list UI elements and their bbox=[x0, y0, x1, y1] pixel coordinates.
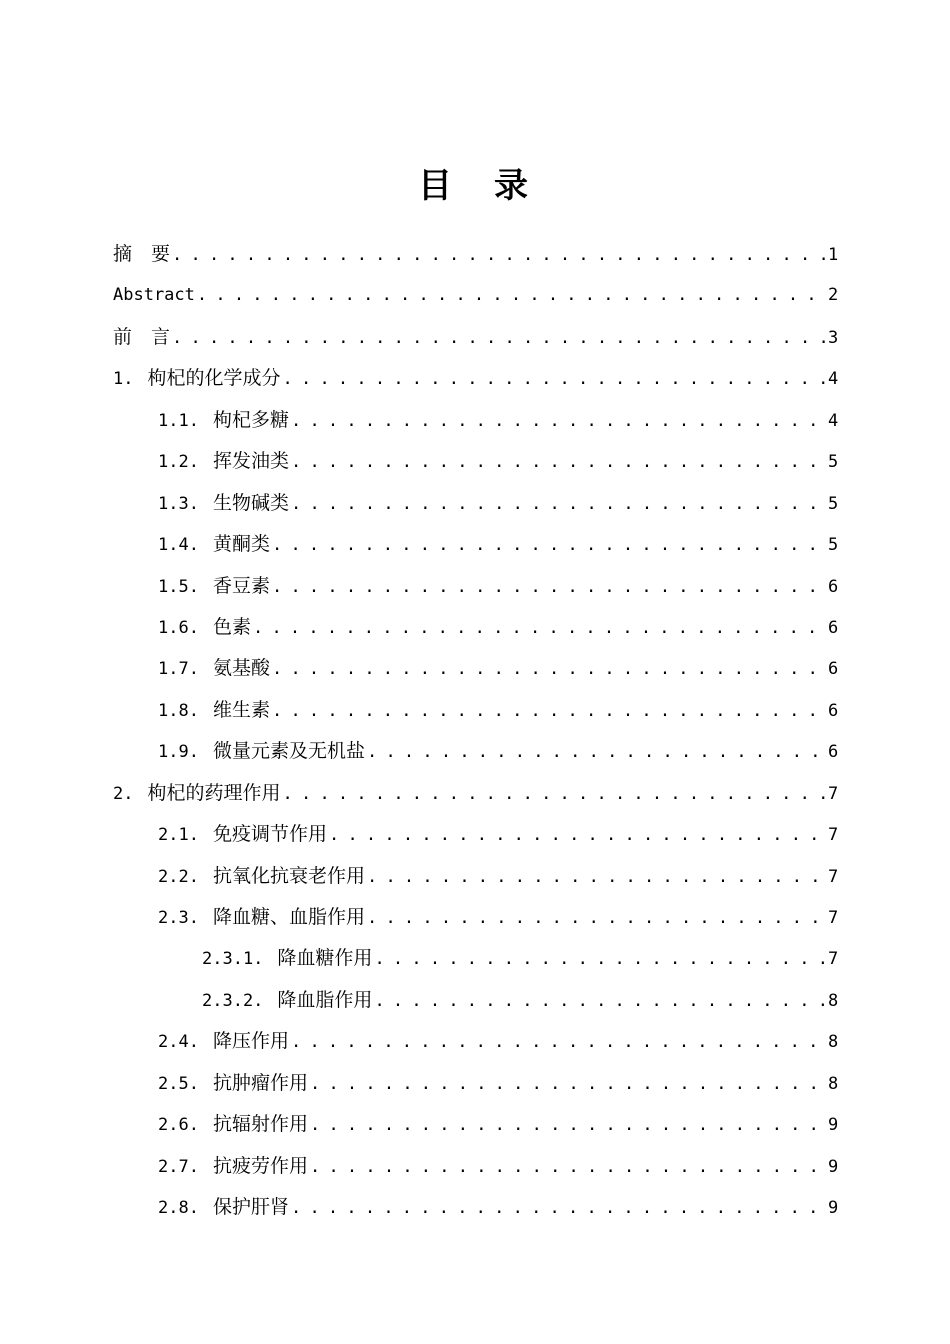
toc-entry[interactable] bbox=[113, 358, 838, 399]
toc-entry[interactable] bbox=[113, 1146, 838, 1187]
toc-entry-page-number: 6 bbox=[828, 617, 839, 638]
toc-entry-number: 1.2. bbox=[158, 452, 199, 473]
toc-entry[interactable] bbox=[113, 938, 838, 979]
toc-entry-title: 黄酮类 bbox=[212, 533, 270, 556]
toc-entry-page-number: 6 bbox=[828, 576, 839, 597]
toc-dot-leader bbox=[374, 981, 826, 1022]
toc-entry[interactable] bbox=[113, 856, 838, 897]
page-title: 目 录 bbox=[418, 166, 532, 206]
toc-entry[interactable] bbox=[113, 400, 838, 441]
toc-entry-page-number: 3 bbox=[828, 327, 839, 348]
toc-entry-number: 2.3.1. bbox=[202, 949, 264, 970]
toc-entry-title: 降血脂作用 bbox=[277, 988, 373, 1011]
toc-dot-leader bbox=[310, 1105, 826, 1146]
toc-dot-leader bbox=[172, 318, 826, 359]
toc-dot-leader bbox=[283, 359, 827, 400]
toc-entry-title: 枸杞的药理作用 bbox=[147, 781, 281, 804]
toc-entry-page-number: 7 bbox=[828, 866, 839, 887]
toc-dot-leader bbox=[272, 567, 826, 608]
toc-entry-number: 2.3.2. bbox=[202, 990, 264, 1011]
toc-dot-leader bbox=[291, 442, 826, 483]
toc-entry-number: 2.3. bbox=[158, 908, 199, 928]
toc-entry-page-number: 5 bbox=[828, 493, 839, 514]
toc-entry-title: 微量元素及无机盐 bbox=[212, 740, 365, 763]
toc-entry-page-number: 7 bbox=[828, 949, 839, 970]
toc-entry-page-number: 1 bbox=[828, 245, 839, 265]
toc-entry-number: 1.1. bbox=[158, 410, 199, 431]
toc-entry-page-number: 6 bbox=[828, 742, 839, 763]
toc-entry-number: 2.6. bbox=[158, 1115, 199, 1136]
toc-entry-number: 1.4. bbox=[158, 535, 199, 556]
toc-entry[interactable] bbox=[113, 483, 838, 524]
toc-entry[interactable] bbox=[113, 441, 838, 482]
toc-entry-title: 保护肝肾 bbox=[212, 1196, 289, 1219]
toc-dot-leader bbox=[291, 401, 826, 442]
toc-entry-page-number: 9 bbox=[828, 1115, 839, 1136]
toc-entry-number: 2.8. bbox=[158, 1198, 199, 1219]
toc-entry-page-number: 2 bbox=[828, 285, 839, 306]
toc-entry-number: 2.5. bbox=[158, 1073, 199, 1094]
toc-entry-number: 2.1. bbox=[158, 825, 199, 846]
toc-dot-leader bbox=[310, 1064, 826, 1105]
toc-dot-leader bbox=[172, 235, 826, 276]
toc-entry-page-number: 5 bbox=[828, 535, 839, 556]
toc-entry-page-number: 7 bbox=[828, 783, 839, 804]
toc-entry-title: 抗肿瘤作用 bbox=[212, 1071, 308, 1094]
toc-list bbox=[113, 234, 838, 1229]
toc-entry-title: 摘 要 bbox=[113, 243, 171, 265]
toc-entry-title: 降血糖、血脂作用 bbox=[212, 906, 365, 928]
toc-entry-page-number: 8 bbox=[828, 1032, 839, 1053]
toc-entry-title: 维生素 bbox=[212, 698, 270, 721]
toc-dot-leader bbox=[253, 608, 826, 649]
toc-entry-number: 2.2. bbox=[158, 866, 199, 887]
toc-entry-page-number: 5 bbox=[828, 452, 839, 473]
toc-dot-leader bbox=[272, 649, 826, 690]
toc-entry-title: 生物碱类 bbox=[212, 491, 289, 514]
toc-entry-number: 2.4. bbox=[158, 1032, 199, 1053]
toc-entry-number: 1.5. bbox=[158, 576, 199, 597]
toc-entry-page-number: 9 bbox=[828, 1198, 839, 1219]
toc-entry[interactable] bbox=[113, 814, 838, 855]
toc-entry[interactable] bbox=[113, 524, 838, 565]
toc-entry-page-number: 7 bbox=[828, 908, 839, 928]
toc-dot-leader bbox=[291, 1022, 826, 1063]
toc-entry-title: 抗疲劳作用 bbox=[212, 1154, 308, 1177]
toc-entry-title: 枸杞多糖 bbox=[212, 408, 289, 431]
toc-entry-page-number: 7 bbox=[828, 825, 839, 846]
toc-dot-leader bbox=[272, 691, 826, 732]
toc-entry-page-number: 6 bbox=[828, 659, 839, 680]
toc-entry-page-number: 8 bbox=[828, 990, 839, 1011]
toc-dot-leader bbox=[272, 525, 826, 566]
toc-entry-number: 1.6. bbox=[158, 617, 199, 638]
toc-entry-title: 香豆素 bbox=[212, 574, 270, 597]
toc-entry[interactable] bbox=[113, 607, 838, 648]
toc-dot-leader bbox=[374, 939, 826, 980]
toc-entry[interactable] bbox=[113, 1021, 838, 1062]
toc-entry-number: 2. bbox=[113, 783, 134, 804]
toc-entry-page-number: 4 bbox=[828, 410, 839, 431]
toc-entry-title: 氨基酸 bbox=[212, 657, 270, 680]
toc-entry-number: 1.9. bbox=[158, 742, 199, 763]
toc-entry-number: 1.7. bbox=[158, 659, 199, 680]
toc-entry-title: 抗氧化抗衰老作用 bbox=[212, 864, 365, 887]
toc-dot-leader bbox=[310, 1147, 826, 1188]
toc-entry[interactable] bbox=[113, 980, 838, 1021]
toc-dot-leader bbox=[329, 815, 826, 856]
toc-entry[interactable] bbox=[113, 690, 838, 731]
toc-entry[interactable] bbox=[113, 1063, 838, 1104]
toc-entry-number: 2.7. bbox=[158, 1156, 199, 1177]
toc-entry-page-number: 4 bbox=[828, 369, 839, 390]
toc-entry-number: 1. bbox=[113, 369, 134, 390]
toc-dot-leader bbox=[367, 857, 826, 898]
toc-entry-number: 1.8. bbox=[158, 700, 199, 721]
toc-entry-number: 1.3. bbox=[158, 493, 199, 514]
toc-entry-title: Abstract bbox=[113, 285, 195, 306]
toc-dot-leader bbox=[291, 484, 826, 525]
toc-dot-leader bbox=[197, 275, 826, 316]
toc-dot-leader bbox=[367, 732, 826, 773]
toc-entry[interactable] bbox=[113, 275, 838, 316]
toc-entry-title: 降血糖作用 bbox=[277, 947, 373, 970]
toc-entry-page-number: 9 bbox=[828, 1156, 839, 1177]
toc-entry[interactable] bbox=[113, 897, 838, 938]
toc-entry[interactable] bbox=[113, 1187, 838, 1228]
toc-entry-title: 降压作用 bbox=[212, 1030, 289, 1053]
toc-dot-leader bbox=[367, 898, 826, 939]
toc-entry-title: 挥发油类 bbox=[212, 450, 289, 473]
toc-dot-leader bbox=[291, 1188, 826, 1229]
toc-entry-title: 抗辐射作用 bbox=[212, 1113, 308, 1136]
toc-entry-title: 前 言 bbox=[113, 325, 171, 348]
toc-entry-title: 枸杞的化学成分 bbox=[147, 367, 281, 390]
toc-entry[interactable] bbox=[113, 648, 838, 689]
toc-entry[interactable] bbox=[113, 773, 838, 814]
toc-entry-page-number: 6 bbox=[828, 700, 839, 721]
toc-dot-leader bbox=[283, 774, 827, 815]
toc-entry[interactable] bbox=[113, 731, 838, 772]
toc-entry[interactable] bbox=[113, 234, 838, 275]
toc-entry[interactable] bbox=[113, 1104, 838, 1145]
toc-entry-title: 色素 bbox=[212, 615, 251, 638]
toc-entry-title: 免疫调节作用 bbox=[212, 823, 327, 846]
toc-entry[interactable] bbox=[113, 317, 838, 358]
toc-entry[interactable] bbox=[113, 566, 838, 607]
toc-entry-page-number: 8 bbox=[828, 1073, 839, 1094]
